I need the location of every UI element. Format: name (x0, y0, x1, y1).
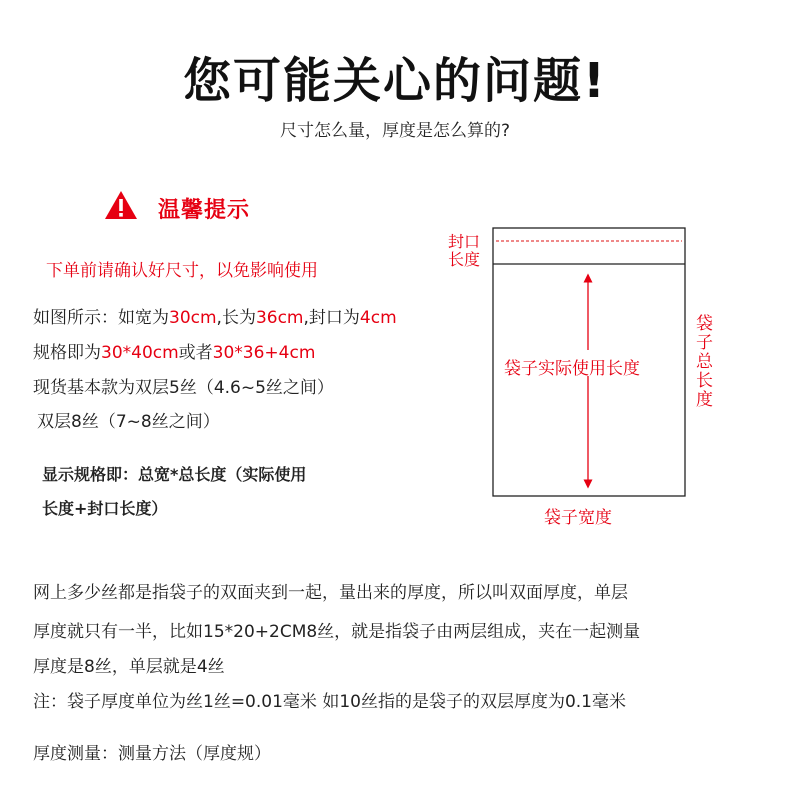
example-line-1 (33, 303, 397, 328)
example-line-2-a: 规格即为 (33, 343, 101, 363)
page-subtitle: 尺寸怎么量，厚度是怎么算的? (279, 121, 511, 141)
example-line-2 (33, 338, 315, 363)
use-length-label: 袋子实际使用长度 (504, 359, 640, 379)
spec-1: 30*40cm (101, 343, 179, 363)
example-seal: 4cm (359, 308, 397, 328)
page-title: 您可能关心的问题! (183, 53, 607, 109)
spec-display-line-2: 长度+封口长度） (42, 499, 168, 518)
seal-label-2: 长度 (448, 250, 481, 269)
example-line-4: 双层8丝（7~8丝之间） (37, 412, 220, 432)
example-line-1-b: ,长为 (216, 308, 256, 328)
width-label: 袋子宽度 (544, 508, 612, 528)
measure-method: 厚度测量：测量方法（厚度规） (33, 744, 271, 764)
example-width: 30cm (169, 308, 217, 328)
spec-2: 30*36+4cm (212, 343, 316, 363)
spec-display-line-1: 显示规格即：总宽*总长度（实际使用 (42, 465, 307, 484)
warning-triangle-icon (104, 190, 138, 220)
example-line-1-a: 如图所示：如宽为 (33, 308, 169, 328)
example-line-3: 现货基本款为双层5丝（4.6~5丝之间） (33, 378, 334, 398)
explain-line-2: 厚度就只有一半，比如15*20+2CM8丝，就是指袋子由两层组成，夹在一起测量 (33, 622, 641, 642)
seal-label-1: 封口 (448, 232, 481, 251)
total-length-label: 袋子总长度 (696, 314, 713, 410)
tip-title: 温馨提示 (158, 198, 251, 223)
explain-line-1: 网上多少丝都是指袋子的双面夹到一起，量出来的厚度，所以叫双面厚度，单层 (33, 583, 628, 603)
example-line-1-c: ,封口为 (303, 308, 360, 328)
example-length: 36cm (255, 308, 304, 328)
explain-line-3: 厚度是8丝，单层就是4丝 (33, 657, 225, 677)
example-line-2-b: 或者 (178, 343, 213, 363)
thickness-unit-note: 注：袋子厚度单位为丝1丝=0.01毫米 如10丝指的是袋子的双层厚度为0.1毫米 (33, 692, 626, 712)
order-note: 下单前请确认好尺寸，以免影响使用 (46, 261, 318, 281)
